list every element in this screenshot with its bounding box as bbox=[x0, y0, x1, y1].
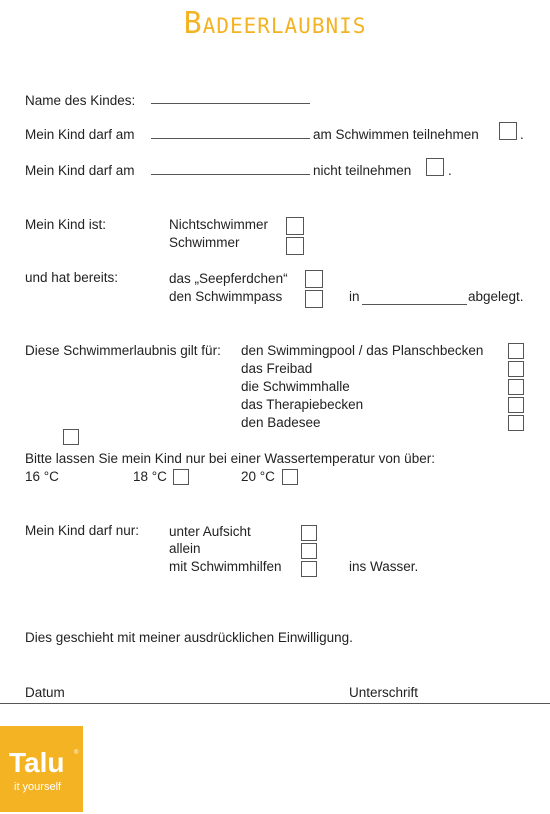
temperature-label: Bitte lassen Sie mein Kind nur bei einer Wassertemperatur von über: bbox=[25, 451, 435, 466]
date-label: Datum bbox=[25, 685, 65, 700]
schwimmpass-place-field[interactable] bbox=[362, 304, 467, 305]
water-suffix: ins Wasser. bbox=[349, 559, 419, 574]
date-deny-label: Mein Kind darf am bbox=[25, 163, 135, 178]
temp-16-label: 16 °C bbox=[25, 469, 59, 484]
alone-checkbox[interactable] bbox=[301, 543, 317, 559]
nonswimmer-checkbox[interactable] bbox=[286, 217, 304, 235]
date-deny-field[interactable] bbox=[151, 174, 310, 175]
name-label: Name des Kindes: bbox=[25, 93, 136, 108]
swim-aids-label: mit Schwimmhilfen bbox=[169, 559, 282, 574]
abgelegt-label: abgelegt. bbox=[468, 289, 524, 304]
venue-checkbox[interactable] bbox=[508, 361, 524, 377]
temp-18-checkbox[interactable] bbox=[173, 469, 189, 485]
venue-label: das Freibad bbox=[241, 361, 313, 376]
consent-text: Dies geschieht mit meiner ausdrücklichen Einwilligung. bbox=[25, 630, 353, 645]
venues-label: Diese Schwimmerlaubnis gilt für: bbox=[25, 343, 221, 358]
date-allow-field[interactable] bbox=[151, 138, 310, 139]
venue-checkbox[interactable] bbox=[508, 397, 524, 413]
date-deny-checkbox[interactable] bbox=[426, 158, 444, 176]
seepferdchen-checkbox[interactable] bbox=[305, 270, 323, 288]
status-label: Mein Kind ist: bbox=[25, 217, 107, 232]
venue-checkbox[interactable] bbox=[508, 415, 524, 431]
date-allow-checkbox[interactable] bbox=[499, 122, 517, 140]
supervised-label: unter Aufsicht bbox=[169, 524, 251, 539]
badges-label: und hat bereits: bbox=[25, 270, 119, 285]
temp-20-checkbox[interactable] bbox=[282, 469, 298, 485]
swim-aids-checkbox[interactable] bbox=[301, 561, 317, 577]
date-deny-period: . bbox=[448, 163, 452, 178]
supervised-checkbox[interactable] bbox=[301, 525, 317, 541]
schwimmpass-label: den Schwimmpass bbox=[169, 289, 283, 304]
swimmer-checkbox[interactable] bbox=[286, 237, 304, 255]
swimmer-label: Schwimmer bbox=[169, 235, 240, 250]
seepferdchen-label: das „Seepferdchen“ bbox=[169, 271, 288, 286]
date-allow-label: Mein Kind darf am bbox=[25, 127, 135, 142]
supervision-label: Mein Kind darf nur: bbox=[25, 523, 140, 538]
venue-label: das Therapiebecken bbox=[241, 397, 364, 412]
nonswimmer-label: Nichtschwimmer bbox=[169, 217, 269, 232]
venue-label: den Swimmingpool / das Planschbecken bbox=[241, 343, 484, 358]
signature-label: Unterschrift bbox=[349, 685, 419, 700]
logo-name: Talu bbox=[9, 747, 65, 778]
extra-checkbox[interactable] bbox=[63, 429, 79, 445]
name-field[interactable] bbox=[151, 103, 310, 104]
date-allow-period: . bbox=[520, 127, 524, 142]
schwimmpass-checkbox[interactable] bbox=[305, 290, 323, 308]
temp-20-label: 20 °C bbox=[241, 469, 275, 484]
logo-tagline: it yourself bbox=[14, 781, 62, 793]
temp-18-label: 18 °C bbox=[133, 469, 167, 484]
in-label: in bbox=[349, 289, 360, 304]
registered-mark: ® bbox=[74, 750, 79, 756]
date-deny-suffix: nicht teilnehmen bbox=[313, 163, 412, 178]
page-title: Badeerlaubnis bbox=[183, 6, 367, 41]
venue-label: den Badesee bbox=[241, 415, 321, 430]
signature-line[interactable] bbox=[0, 703, 550, 704]
alone-label: allein bbox=[169, 541, 201, 556]
venue-label: die Schwimmhalle bbox=[241, 379, 350, 394]
date-allow-suffix: am Schwimmen teilnehmen bbox=[313, 127, 479, 142]
venue-checkbox[interactable] bbox=[508, 379, 524, 395]
talu-logo bbox=[0, 726, 83, 812]
venue-checkbox[interactable] bbox=[508, 343, 524, 359]
